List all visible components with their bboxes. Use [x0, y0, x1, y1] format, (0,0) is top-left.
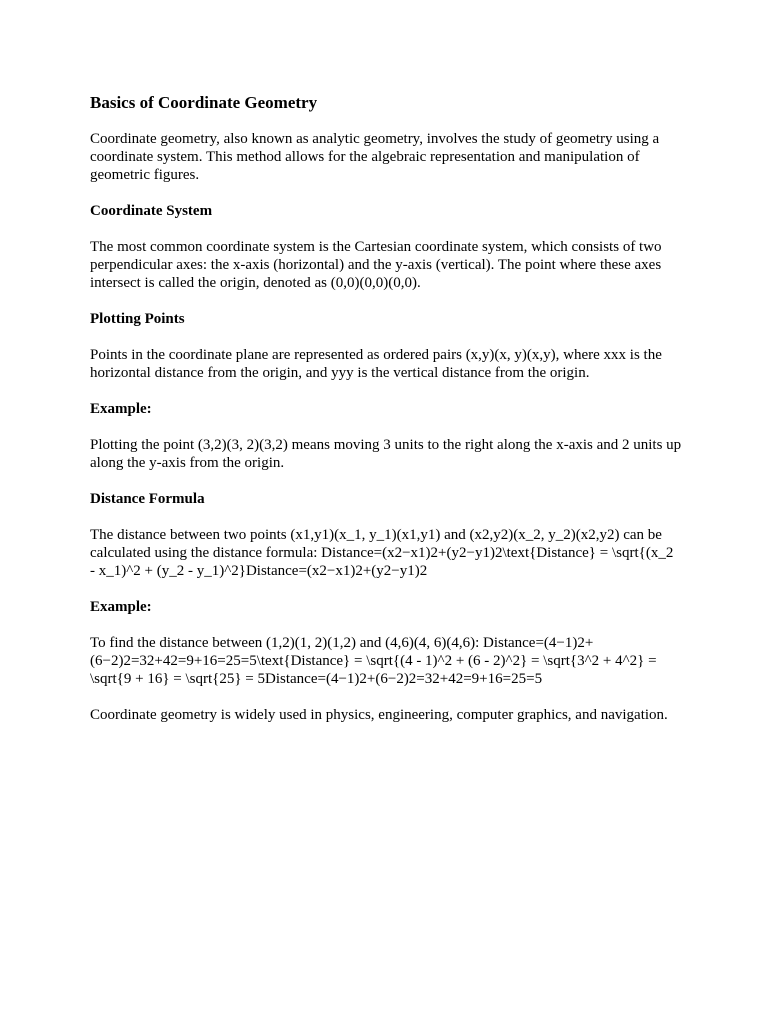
document-page: [90, 92, 682, 742]
distance-formula-paragraph: The distance between two points (x1,y1)(x_1, y_1)(x1,y1) and (x2,y2)(x_2, y_2)(x2,y2) can be calculated using the distance formula: Distance=(x2−x1)2+(y2−y1)2\text{Distance} = \sqrt{(x_2 - x_1)^2 + (y_2 - y_1)^2}Distance=(x2−x1)2+(y2−y1)2: [90, 527, 674, 579]
section-heading-coordinate-system: Coordinate System: [90, 203, 213, 219]
document-title: Basics of Coordinate Geometry: [90, 93, 318, 112]
plotting-points-paragraph: Points in the coordinate plane are represented as ordered pairs (x,y)(x, y)(x,y), where xxx is the horizontal distance from the origin, and yyy is the vertical distance from the origin.: [90, 347, 662, 381]
section-heading-distance-formula: Distance Formula: [90, 491, 205, 507]
section-heading-plotting-points: Plotting Points: [90, 311, 185, 327]
example-heading-plotting: Example:: [90, 401, 152, 417]
plotting-example-paragraph: Plotting the point (3,2)(3, 2)(3,2) means moving 3 units to the right along the x-axis and 2 units up along the y-axis from the origin.: [90, 437, 682, 471]
intro-paragraph: Coordinate geometry, also known as analytic geometry, involves the study of geometry using a coordinate system. This method allows for the algebraic representation and manipulation of geometric figures.: [90, 131, 660, 183]
coordinate-system-paragraph: The most common coordinate system is the Cartesian coordinate system, which consists of two perpendicular axes: the x-axis (horizontal) and the y-axis (vertical). The point where these axes intersect is called the origin, denoted as (0,0)(0,0)(0,0).: [90, 239, 662, 291]
example-heading-distance: Example:: [90, 599, 152, 615]
closing-paragraph: Coordinate geometry is widely used in physics, engineering, computer graphics, and navigation.: [90, 707, 668, 723]
distance-example-paragraph: To find the distance between (1,2)(1, 2)(1,2) and (4,6)(4, 6)(4,6): Distance=(4−1)2+(6−2)2=32+42=9+16=25=5\text{Distance} = \sqrt{(4 - 1)^2 + (6 - 2)^2} = \sqrt{3^2 + 4^2} = \sqrt{9 + 16} = \sqrt{25} = 5Distance=(4−1)2+(6−2)2=32+42=9+16=25=5: [90, 635, 657, 687]
